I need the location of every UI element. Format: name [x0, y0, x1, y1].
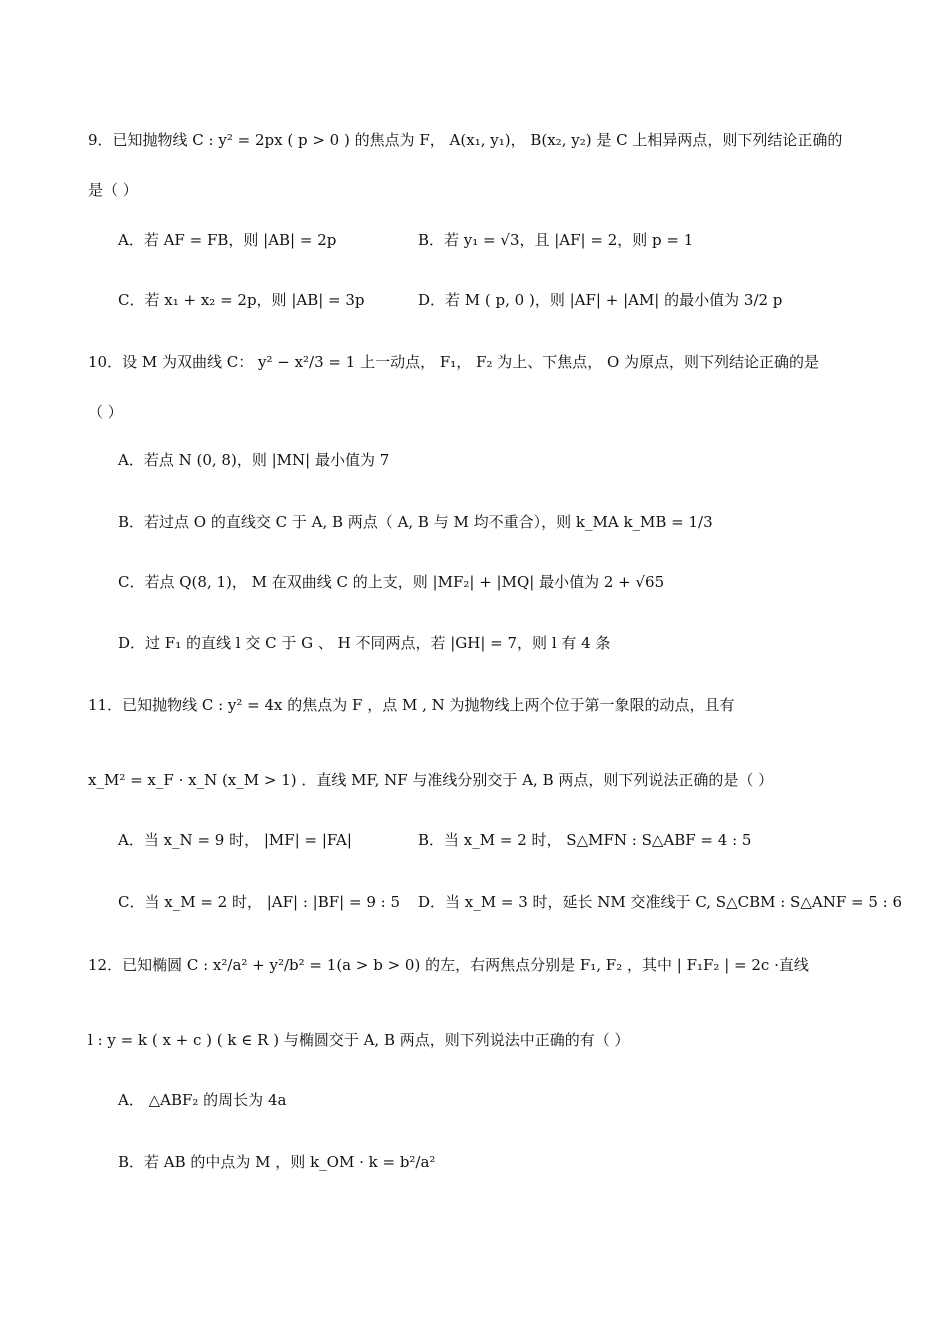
q12-option-a: A． △ABF₂ 的周长为 4a: [118, 1091, 287, 1109]
q11-option-a: A．当 x_N = 9 时， |MF| = |FA|: [118, 831, 352, 849]
q11-option-b: B．当 x_M = 2 时， S△MFN : S△ABF = 4 : 5: [418, 831, 752, 849]
q9-option-b: B．若 y₁ = √3，且 |AF| = 2，则 p = 1: [418, 231, 694, 249]
q10-option-d: D．过 F₁ 的直线 l 交 C 于 G 、 H 不同两点，若 |GH| = 7，则 l 有 4 条: [118, 634, 611, 652]
q10-stem-line1: 10．设 M 为双曲线 C： y² − x²/3 = 1 上一动点， F₁， F₂ 为上、下焦点， O 为原点，则下列结论正确的是: [88, 353, 820, 371]
q10-stem-line2: （ ）: [88, 403, 123, 421]
q10-option-c: C．若点 Q(8, 1)， M 在双曲线 C 的上支，则 |MF₂| + |MQ| 最小值为 2 + √65: [118, 573, 665, 591]
q9-option-d: D．若 M ( p, 0 )，则 |AF| + |AM| 的最小值为 3/2 p: [418, 291, 783, 309]
q11-stem-line2: x_M² = x_F · x_N (x_M > 1) ．直线 MF, NF 与准线分别交于 A, B 两点，则下列说法正确的是（ ）: [88, 771, 774, 789]
q12-stem-line1: 12．已知椭圆 C : x²/a² + y²/b² = 1(a > b > 0) 的左，右两焦点分别是 F₁, F₂ ，其中 | F₁F₂ | = 2c ·直线: [88, 956, 809, 974]
q9-stem-line1: 9．已知抛物线 C : y² = 2px ( p > 0 ) 的焦点为 F， A(x₁, y₁)， B(x₂, y₂) 是 C 上相异两点，则下列结论正确的: [88, 131, 843, 149]
q11-option-c: C．当 x_M = 2 时， |AF| : |BF| = 9 : 5: [118, 893, 401, 911]
q9-option-a: A．若 AF = FB，则 |AB| = 2p: [118, 231, 337, 249]
q12-stem-line2: l : y = k ( x + c ) ( k ∈ R ) 与椭圆交于 A, B 两点，则下列说法中正确的有（ ）: [88, 1031, 630, 1049]
q10-option-b: B．若过点 O 的直线交 C 于 A, B 两点（ A, B 与 M 均不重合），则 k_MA k_MB = 1/3: [118, 513, 713, 531]
q11-option-d: D．当 x_M = 3 时，延长 NM 交准线于 C, S△CBM : S△ANF = 5 : 6: [418, 893, 903, 911]
q12-option-b: B．若 AB 的中点为 M ，则 k_OM · k = b²/a²: [118, 1153, 436, 1171]
q11-stem-line1: 11．已知抛物线 C : y² = 4x 的焦点为 F ，点 M , N 为抛物线上两个位于第一象限的动点，且有: [88, 696, 735, 714]
q10-option-a: A．若点 N (0, 8)，则 |MN| 最小值为 7: [118, 451, 390, 469]
q9-stem-line2: 是（ ）: [88, 181, 138, 199]
q9-option-c: C．若 x₁ + x₂ = 2p，则 |AB| = 3p: [118, 291, 365, 309]
